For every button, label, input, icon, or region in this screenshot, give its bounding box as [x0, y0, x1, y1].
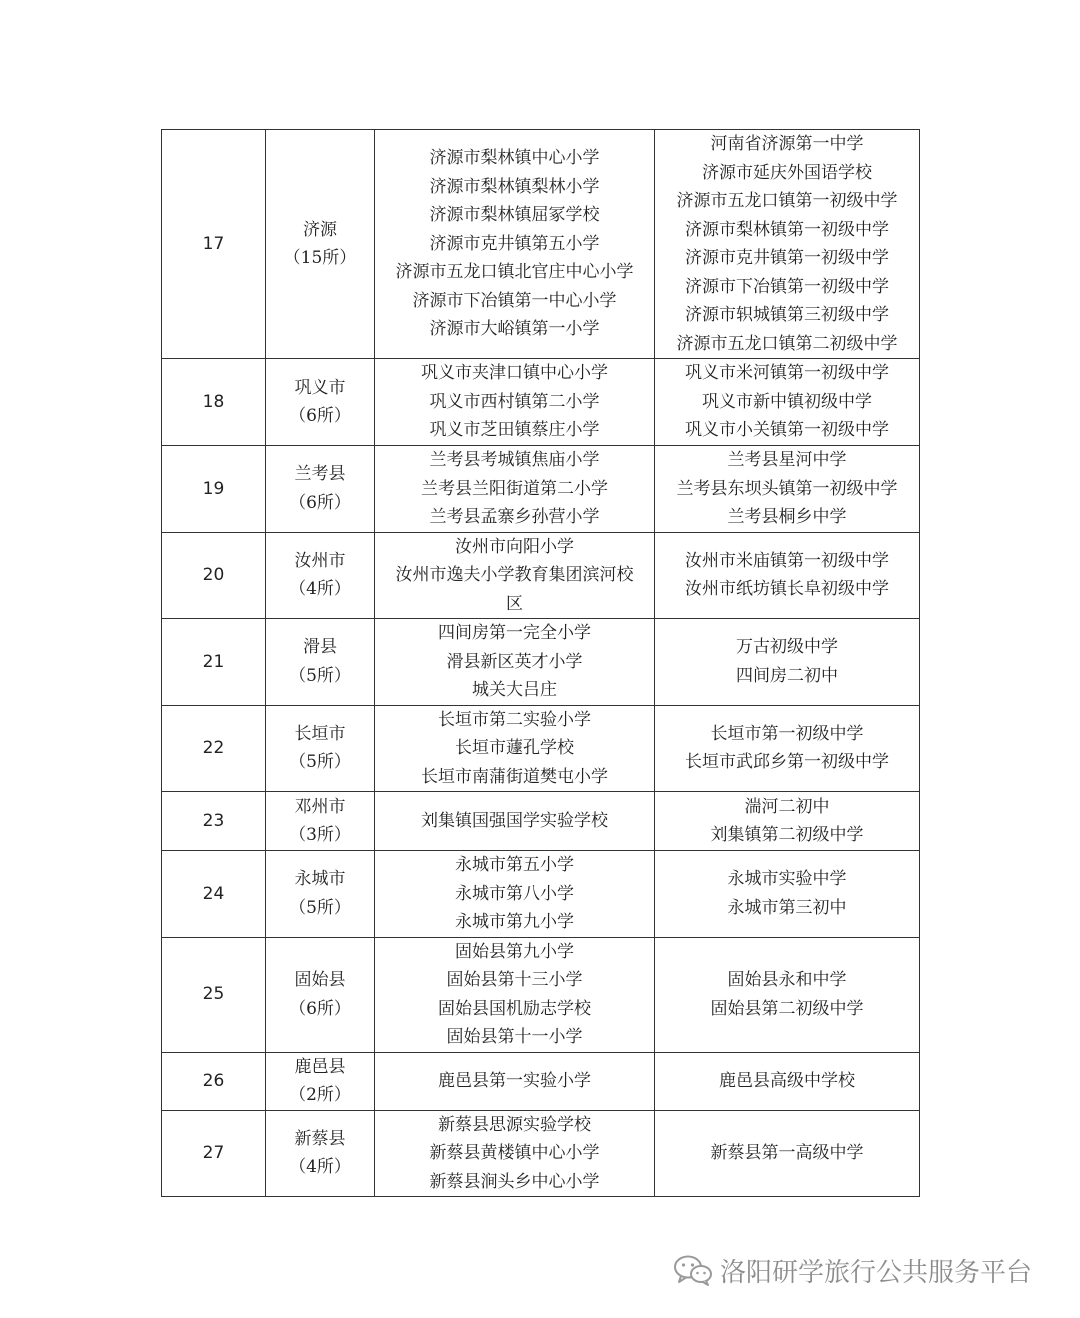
- schools-table-body: [162, 130, 920, 1197]
- middle-schools-cell: [655, 792, 920, 851]
- primary-school-name: 济源市梨林镇屈冢学校: [429, 205, 600, 226]
- row-number: 19: [162, 446, 266, 533]
- middle-school-name: 固始县第二初级中学: [710, 998, 864, 1019]
- region-name: 固始县: [294, 970, 346, 990]
- school-count: （5所）: [289, 665, 351, 686]
- primary-school-name: 济源市下冶镇第一中心小学: [412, 290, 617, 311]
- school-count: （2所）: [289, 1085, 351, 1105]
- region-cell: [266, 1110, 375, 1197]
- middle-school-name: 鹿邑县高级中学校: [719, 1070, 855, 1091]
- middle-school-name: 永城市实验中学: [727, 869, 847, 890]
- schools-table: [161, 129, 920, 1197]
- middle-school-name: 巩义市新中镇初级中学: [702, 391, 872, 412]
- primary-school-name: 济源市大峪镇第一小学: [429, 319, 600, 340]
- middle-schools-cell: [655, 359, 920, 446]
- table-row: [162, 130, 920, 359]
- primary-schools-cell: [375, 532, 655, 619]
- primary-schools-cell: [375, 1110, 655, 1197]
- primary-schools-cell: [375, 705, 655, 792]
- middle-school-name: 万古初级中学: [736, 637, 838, 658]
- region-cell: [266, 130, 375, 359]
- middle-school-name: 济源市下冶镇第一初级中学: [685, 276, 889, 297]
- school-count: （6所）: [289, 406, 351, 426]
- region-cell: [266, 705, 375, 792]
- region-cell: [266, 1052, 375, 1110]
- middle-school-name: 巩义市米河镇第一初级中学: [685, 363, 889, 384]
- row-number: 18: [162, 359, 266, 446]
- middle-school-name: 刘集镇第二初级中学: [710, 825, 864, 845]
- table-row: [162, 532, 920, 619]
- region-name: 滑县: [303, 637, 337, 658]
- primary-school-name: 鹿邑县第一实验小学: [438, 1070, 591, 1091]
- primary-school-name: 固始县第十一小学: [446, 1027, 583, 1047]
- primary-school-name: 济源市梨林镇梨林小学: [429, 176, 600, 197]
- primary-schools-cell: [375, 851, 655, 938]
- primary-school-name: 长垣市南蒲街道樊屯小学: [421, 766, 608, 787]
- primary-school-name: 新蔡县涧头乡中心小学: [429, 1171, 600, 1192]
- primary-school-name: 兰考县考城镇焦庙小学: [429, 450, 600, 470]
- region-name: 济源: [303, 219, 337, 240]
- row-number: 25: [162, 937, 266, 1052]
- primary-schools-cell: [375, 792, 655, 851]
- wechat-icon: [672, 1253, 714, 1287]
- table-row: [162, 359, 920, 446]
- school-count: （4所）: [289, 1157, 351, 1178]
- row-number: 22: [162, 705, 266, 792]
- region-name: 兰考县: [294, 464, 346, 485]
- region-name: 邓州市: [294, 796, 346, 817]
- middle-schools-cell: [655, 1110, 920, 1197]
- region-cell: [266, 792, 375, 851]
- table-row: [162, 446, 920, 533]
- row-number: 21: [162, 619, 266, 706]
- primary-schools-cell: [375, 937, 655, 1052]
- primary-school-name: 永城市第九小学: [455, 912, 574, 932]
- school-count: （5所）: [289, 752, 351, 773]
- middle-school-name: 四间房二初中: [736, 665, 838, 686]
- region-name: 永城市: [294, 869, 346, 890]
- table-row: [162, 851, 920, 938]
- primary-school-name: 汝州市逸夫小学教育集团滨河校: [395, 565, 634, 585]
- table-row: [162, 792, 920, 851]
- middle-school-name: 济源市克井镇第一初级中学: [685, 248, 889, 268]
- middle-school-name: 兰考县东坝头镇第一初级中学: [676, 478, 898, 499]
- primary-school-name: 固始县第九小学: [455, 941, 574, 962]
- primary-school-name: 济源市五龙口镇北官庄中心小学: [395, 262, 634, 283]
- middle-school-name: 固始县永和中学: [727, 970, 847, 990]
- primary-schools-cell: [375, 130, 655, 359]
- table-row: [162, 619, 920, 706]
- region-name: 汝州市: [294, 550, 346, 571]
- region-cell: [266, 532, 375, 619]
- primary-school-name: 城关大吕庄: [472, 680, 557, 700]
- middle-school-name: 巩义市小关镇第一初级中学: [685, 420, 889, 441]
- region-name: 新蔡县: [294, 1128, 346, 1149]
- region-cell: [266, 446, 375, 533]
- primary-school-name: 固始县第十三小学: [446, 970, 583, 990]
- middle-school-name: 济源市梨林镇第一初级中学: [685, 219, 889, 240]
- primary-school-name: 滑县新区英才小学: [446, 651, 583, 672]
- table-row: [162, 1052, 920, 1110]
- middle-school-name: 济源市延庆外国语学校: [702, 162, 872, 183]
- row-number: 27: [162, 1110, 266, 1197]
- middle-school-name: 济源市五龙口镇第一初级中学: [676, 191, 898, 211]
- primary-school-name: 长垣市蘧孔学校: [455, 738, 574, 758]
- middle-schools-cell: [655, 937, 920, 1052]
- primary-school-name: 巩义市芝田镇蔡庄小学: [429, 420, 600, 441]
- region-name: 巩义市: [294, 377, 346, 398]
- middle-school-name: 湍河二初中: [744, 796, 830, 817]
- school-count: （3所）: [289, 825, 351, 845]
- primary-school-name: 汝州市向阳小学: [455, 536, 574, 557]
- region-cell: [266, 937, 375, 1052]
- primary-school-name: 兰考县兰阳街道第二小学: [421, 478, 608, 499]
- middle-school-name: 长垣市第一初级中学: [710, 723, 864, 744]
- primary-school-name: 新蔡县黄楼镇中心小学: [429, 1143, 600, 1163]
- row-number: 20: [162, 532, 266, 619]
- middle-school-name: 河南省济源第一中学: [710, 134, 864, 154]
- middle-school-name: 长垣市武邱乡第一初级中学: [685, 752, 889, 773]
- middle-schools-cell: [655, 619, 920, 706]
- primary-school-name: 永城市第五小学: [455, 855, 574, 875]
- row-number: 26: [162, 1052, 266, 1110]
- middle-schools-cell: [655, 1052, 920, 1110]
- watermark-text: 洛阳研学旅行公共服务平台: [720, 1257, 1033, 1288]
- primary-schools-cell: [375, 359, 655, 446]
- row-number: 24: [162, 851, 266, 938]
- watermark: [672, 1252, 1032, 1288]
- primary-school-name: 四间房第一完全小学: [438, 623, 591, 643]
- middle-schools-cell: [655, 705, 920, 792]
- primary-school-name: 区: [506, 593, 523, 614]
- region-name: 鹿邑县: [294, 1056, 346, 1077]
- middle-schools-cell: [655, 130, 920, 359]
- table-row: [162, 705, 920, 792]
- middle-school-name: 永城市第三初中: [727, 897, 847, 918]
- primary-school-name: 济源市梨林镇中心小学: [429, 148, 600, 169]
- middle-school-name: 济源市五龙口镇第二初级中学: [676, 333, 898, 354]
- primary-school-name: 永城市第八小学: [455, 883, 574, 904]
- primary-school-name: 刘集镇国强国学实验学校: [421, 810, 608, 831]
- primary-school-name: 济源市克井镇第五小学: [429, 233, 600, 254]
- school-count: （15所）: [283, 248, 357, 268]
- region-name: 长垣市: [294, 723, 346, 744]
- primary-school-name: 巩义市西村镇第二小学: [429, 391, 600, 412]
- middle-school-name: 兰考县桐乡中学: [727, 507, 847, 527]
- middle-school-name: 汝州市米庙镇第一初级中学: [685, 550, 889, 571]
- primary-school-name: 巩义市夹津口镇中心小学: [421, 363, 608, 384]
- school-count: （6所）: [289, 492, 351, 513]
- primary-school-name: 新蔡县思源实验学校: [438, 1114, 591, 1135]
- primary-schools-cell: [375, 1052, 655, 1110]
- region-cell: [266, 851, 375, 938]
- school-count: （6所）: [289, 998, 351, 1019]
- middle-school-name: 新蔡县第一高级中学: [710, 1143, 864, 1163]
- region-cell: [266, 619, 375, 706]
- middle-school-name: 兰考县星河中学: [727, 450, 847, 470]
- middle-school-name: 济源市轵城镇第三初级中学: [685, 305, 889, 325]
- primary-school-name: 长垣市第二实验小学: [438, 709, 591, 730]
- primary-school-name: 固始县国机励志学校: [438, 998, 591, 1019]
- middle-schools-cell: [655, 446, 920, 533]
- middle-schools-cell: [655, 532, 920, 619]
- table-row: [162, 937, 920, 1052]
- row-number: 23: [162, 792, 266, 851]
- row-number: 17: [162, 130, 266, 359]
- primary-school-name: 兰考县孟寨乡孙营小学: [429, 507, 600, 527]
- region-cell: [266, 359, 375, 446]
- middle-school-name: 汝州市纸坊镇长阜初级中学: [685, 579, 889, 600]
- school-count: （4所）: [289, 579, 351, 600]
- school-count: （5所）: [289, 897, 351, 918]
- primary-schools-cell: [375, 446, 655, 533]
- primary-schools-cell: [375, 619, 655, 706]
- table-row: [162, 1110, 920, 1197]
- middle-schools-cell: [655, 851, 920, 938]
